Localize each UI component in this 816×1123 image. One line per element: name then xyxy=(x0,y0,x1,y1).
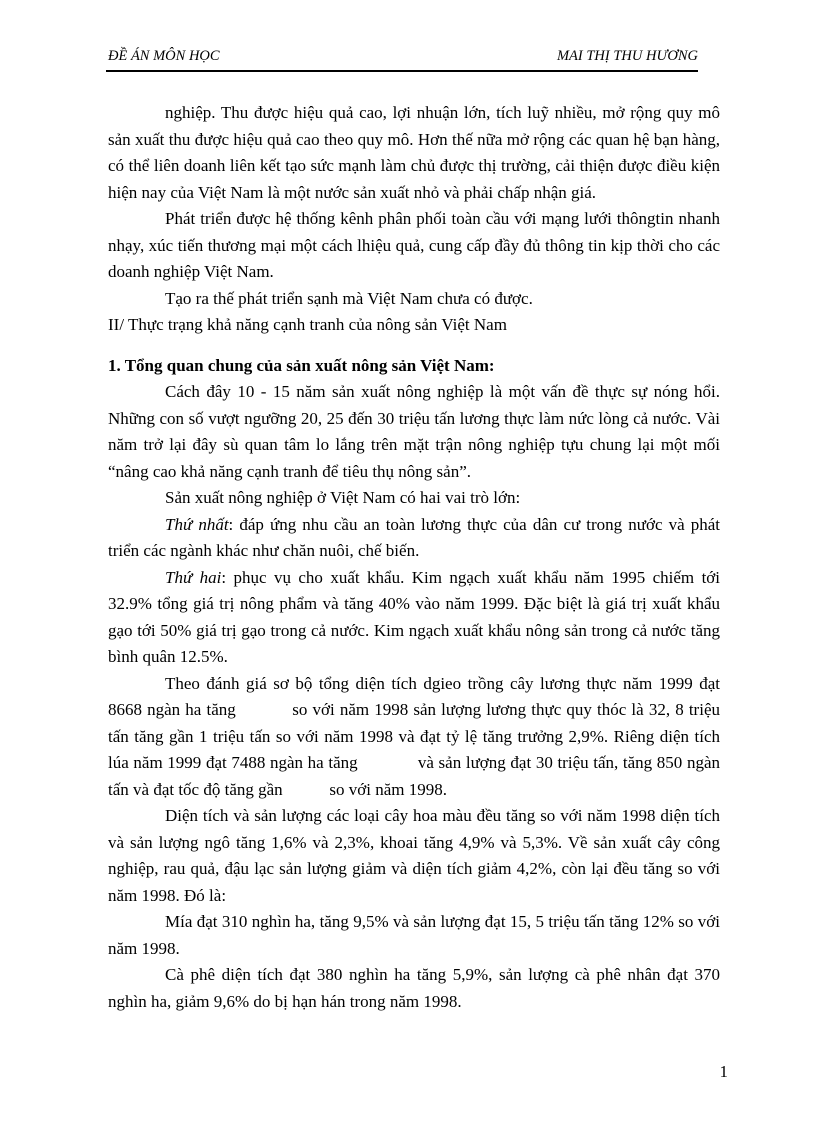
paragraph-6 xyxy=(108,512,720,565)
sub-heading: 1. Tổng quan chung của sản xuất nông sản Việt Nam: xyxy=(108,355,495,375)
paragraph-4: Cách đây 10 - 15 năm sản xuất nông nghiệp là một vấn đề thực sự nóng hổi. Những con số vượt ngưỡng 20, 25 đến 30 triệu tấn lương thực làm nức lòng cả nước. Vài năm trở lại đây sù quan tâm lo lắng trên mặt trận nông nghiệp tựu chung lại một mối “nâng cao khả năng cạnh tranh để tiêu thụ nông sản”. xyxy=(108,382,720,481)
section-heading: II/ Thực trạng khả năng cạnh tranh của nông sản Việt Nam xyxy=(108,315,507,334)
paragraph-3: Tạo ra thế phát triển sạnh mà Việt Nam chưa có được. xyxy=(165,288,533,308)
header-divider xyxy=(106,70,698,72)
paragraph-7-text: : phục vụ cho xuất khẩu. Kim ngạch xuất khẩu năm 1995 chiếm tới 32.9% tổng giá trị nông phẩm và tăng 40% vào năm 1999. Đặc biệt là giá trị xuất khẩu gạo tới 50% giá trị gạo trong cả nước. Kim ngạch xuất khẩu nông sản trong cả nước tăng bình quân 12.5%. xyxy=(108,567,721,666)
paragraph-7-lead: Thứ hai xyxy=(165,567,222,587)
document-body xyxy=(108,100,725,1015)
header-left: ĐỀ ÁN MÔN HỌC xyxy=(108,48,220,64)
paragraph-11: Cà phê diện tích đạt 380 nghìn ha tăng 5,9%, sản lượng cà phê nhân đạt 370 nghìn ha, giảm 9,6% do bị hạn hán trong năm 1998. xyxy=(108,965,720,1011)
paragraph-10: Mía đạt 310 nghìn ha, tăng 9,5% và sản lượng đạt 15, 5 triệu tấn tăng 12% so với năm 1998. xyxy=(108,912,720,958)
paragraph-5: Sản xuất nông nghiệp ở Việt Nam có hai vai trò lớn: xyxy=(165,488,521,507)
paragraph-9: Diện tích và sản lượng các loại cây hoa màu đều tăng so với năm 1998 diện tích và sản lượng ngô tăng 1,6% và 2,3%, khoai tăng 4,9% và 5,3%. Về sản xuất cây công nghiệp, rau quả, đậu lạc sản lượng giảm và diện tích giảm 4,2%, còn lại đều tăng so với năm 1998. Đó là: xyxy=(108,806,720,905)
paragraph-6-lead: Thứ nhất xyxy=(165,514,229,534)
paragraph-7 xyxy=(108,565,720,671)
paragraph-1: nghiệp. Thu được hiệu quả cao, lợi nhuận lớn, tích luỹ nhiều, mở rộng quy mô sản xuất thu được hiệu quả cao theo quy mô. Hơn thế nữa mở rộng các quan hệ bạn hàng, có thể liên doanh liên kết tạo sức mạnh làm chủ được thị trường, cải thiện được điều kiện hiện nay của Việt Nam là một nước sản xuất nhỏ và phải chấp nhận giá. xyxy=(108,103,720,202)
header-right: MAI THỊ THU HƯƠNG xyxy=(556,48,698,64)
page-header xyxy=(108,48,698,65)
page-number: 1 xyxy=(719,1062,728,1081)
paragraph-2: Phát triển được hệ thống kênh phân phối toàn cầu với mạng lưới thôngtin nhanh nhạy, xúc tiến thương mại một cách lhiệu quả, cung cấp đầy đủ thông tin kịp thời cho các doanh nghiệp Việt Nam. xyxy=(108,209,720,281)
paragraph-8: Theo đánh giá sơ bộ tổng diện tích dgieo trồng cây lương thực năm 1999 đạt 8668 ngàn ha tăng so với năm 1998 sản lượng lương thực quy thóc là 32, 8 triệu tấn tăng gần 1 triệu tấn so với năm 1998 và đạt tỷ lệ tăng trưởng 2,9%. Riêng diện tích lúa năm 1999 đạt 7488 ngàn ha tăng và sản lượng đạt 30 triệu tấn, tăng 850 ngàn tấn và đạt tốc độ tăng gần so với năm 1998. xyxy=(108,673,725,799)
paragraph-6-text: : đáp ứng nhu cầu an toàn lương thực của dân cư trong nước và phát triển các ngành khác như chăn nuôi, chế biến. xyxy=(108,514,721,560)
